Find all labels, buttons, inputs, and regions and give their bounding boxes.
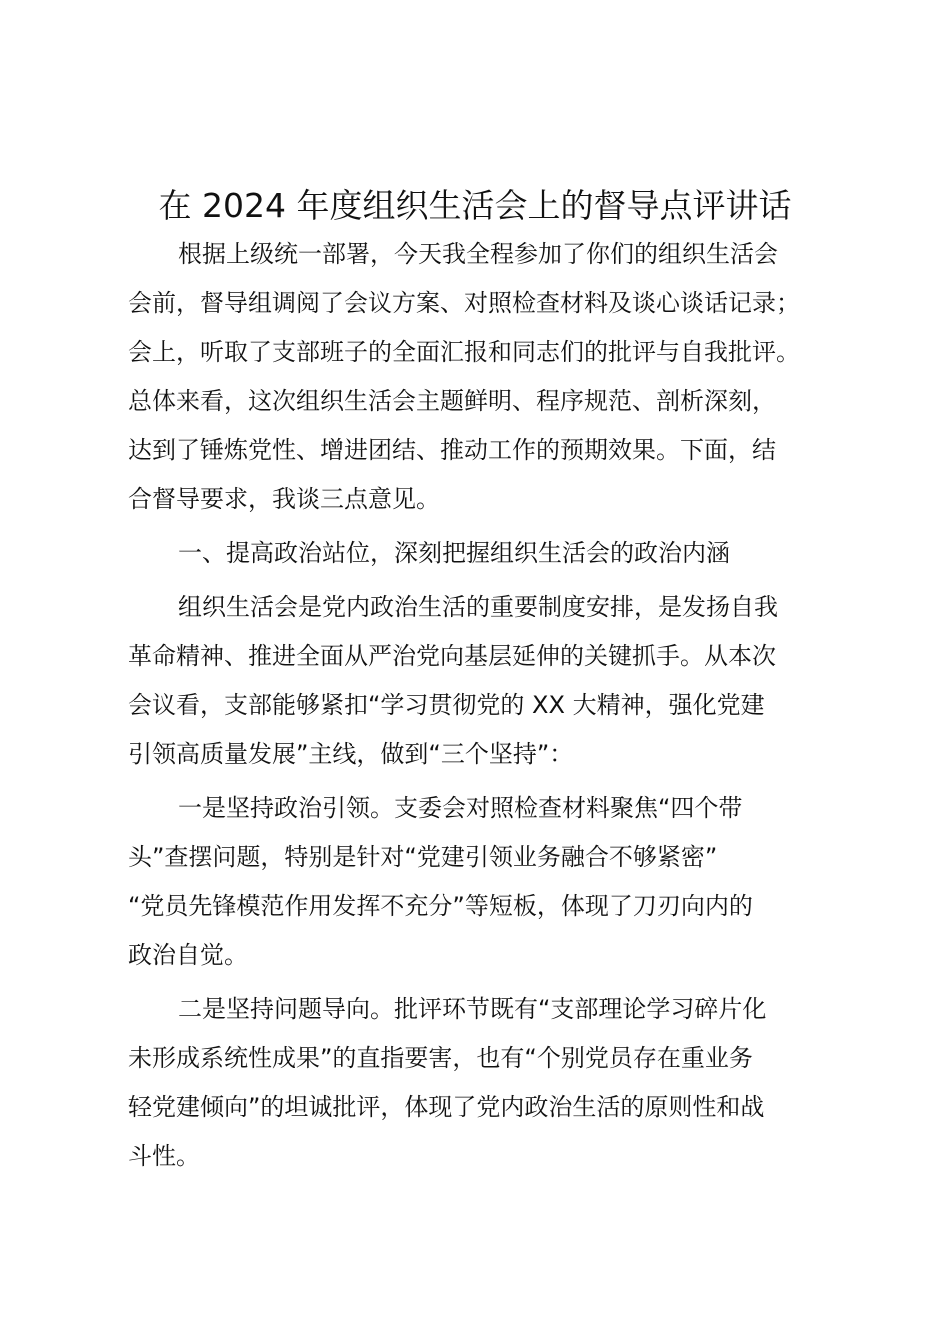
text-line: 革命精神、推进全面从严治党向基层延伸的关键抓手。从本次 <box>128 642 776 670</box>
paragraph-intro <box>128 230 838 524</box>
text-line: 政治自觉。 <box>128 941 248 969</box>
text-line: 轻党建倾向”的坦诚批评，体现了党内政治生活的原则性和战 <box>128 1093 765 1121</box>
text-line: 一、提高政治站位，深刻把握组织生活会的政治内涵 <box>178 539 730 567</box>
text-line: 引领高质量发展”主线，做到“三个坚持”： <box>128 740 574 768</box>
text-line: 合督导要求，我谈三点意见。 <box>128 485 440 513</box>
text-line: 总体来看，这次组织生活会主题鲜明、程序规范、剖析深刻， <box>128 387 776 415</box>
text-line: 组织生活会是党内政治生活的重要制度安排，是发扬自我 <box>178 593 778 621</box>
document-body <box>128 230 838 1186</box>
text-line: 二是坚持问题导向。批评环节既有“支部理论学习碎片化 <box>178 995 767 1023</box>
text-line: 斗性。 <box>128 1142 200 1170</box>
text-line: 会议看，支部能够紧扣“学习贯彻党的 XX 大精神，强化党建 <box>128 691 765 719</box>
text-line: 一是坚持政治引领。支委会对照检查材料聚焦“四个带 <box>178 794 743 822</box>
text-line: 头”查摆问题，特别是针对“党建引领业务融合不够紧密” <box>128 843 718 871</box>
text-line: 达到了锤炼党性、增进团结、推动工作的预期效果。下面，结 <box>128 436 776 464</box>
text-line: 未形成系统性成果”的直指要害，也有“个别党员存在重业务 <box>128 1044 753 1072</box>
paragraph-point-1 <box>128 784 838 980</box>
document-title: 在 2024 年度组织生活会上的督导点评讲话 <box>158 186 792 225</box>
text-line: “党员先锋模范作用发挥不充分”等短板，体现了刀刃向内的 <box>128 892 753 920</box>
text-line: 根据上级统一部署，今天我全程参加了你们的组织生活会 <box>178 240 778 268</box>
text-line: 会上，听取了支部班子的全面汇报和同志们的批评与自我批评。 <box>128 338 800 366</box>
paragraph-section-1 <box>128 583 838 779</box>
paragraph-point-2 <box>128 985 838 1181</box>
section-heading-1 <box>128 529 838 578</box>
text-line: 会前，督导组调阅了会议方案、对照检查材料及谈心谈话记录； <box>128 289 800 317</box>
